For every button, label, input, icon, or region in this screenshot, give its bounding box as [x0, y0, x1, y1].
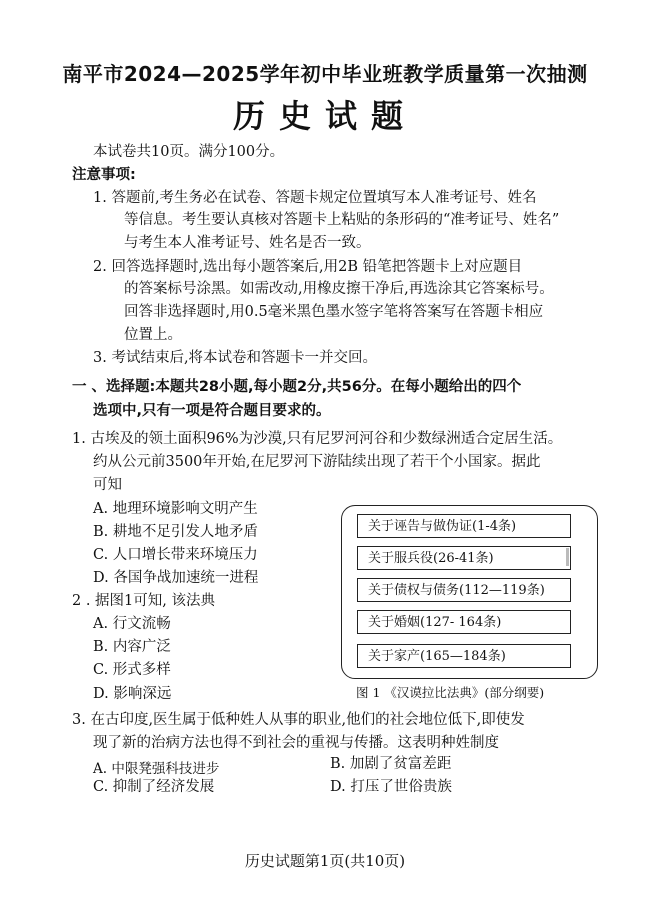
question-2-option-c[interactable]: C. 形式多样 [93, 662, 171, 678]
question-3-stem-line-2: 现了新的治病方法也得不到社会的重视与传播。这表明种姓制度 [93, 735, 499, 751]
question-3-option-c[interactable]: C. 抑制了经济发展 [93, 779, 215, 795]
note-1-line-3: 与考生本人准考证号、姓名是否一致。 [124, 235, 371, 251]
question-1-stem-line-2: 约从公元前3500年开始,在尼罗河下游陆续出现了若干个小国家。据此 [93, 454, 541, 470]
question-2-option-d[interactable]: D. 影响深远 [93, 686, 172, 702]
figure-1-item: 关于诬告与做伪证(1-4条) [357, 514, 571, 538]
figure-1-item: 关于服兵役(26-41条) [357, 546, 571, 570]
question-1-stem-line-3: 可知 [93, 477, 122, 493]
question-3-stem-line-1: 3. 在古印度,医生属于低种姓人从事的职业,他们的社会地位低下,即使发 [72, 712, 525, 728]
exam-title: 南平市2024—2025学年初中毕业班教学质量第一次抽测 [62, 62, 588, 86]
question-2-option-b[interactable]: B. 内容广泛 [93, 639, 171, 655]
question-3-option-b[interactable]: B. 加剧了贫富差距 [330, 756, 452, 772]
question-1-option-c[interactable]: C. 人口增长带来环境压力 [93, 547, 258, 563]
question-1-option-a[interactable]: A. 地理环境影响文明产生 [93, 501, 258, 517]
page-footer: 历史试题第1页(共10页) [244, 852, 406, 870]
section-1-instruction: 选项中,只有一项是符合题目要求的。 [93, 403, 331, 419]
figure-1-item: 关于婚姻(127- 164条) [357, 610, 571, 634]
note-2-line-4: 位置上。 [124, 327, 182, 343]
question-1-option-b[interactable]: B. 耕地不足引发人地矛盾 [93, 524, 258, 540]
note-3-line-1: 3. 考试结束后,将本试卷和答题卡一并交回。 [93, 350, 378, 366]
subject-title: 历史试题 [232, 97, 417, 135]
notes-heading: 注意事项: [72, 167, 136, 183]
scan-mark [566, 548, 569, 566]
figure-1-caption: 图 1 《汉谟拉比法典》(部分纲要) [356, 685, 545, 700]
question-3-option-a[interactable]: A. 中限凳强科技进步 [93, 761, 220, 777]
figure-1-item: 关于债权与债务(112—119条) [357, 578, 571, 602]
figure-1-item: 关于家产(165—184条) [357, 644, 571, 668]
question-2-option-a[interactable]: A. 行文流畅 [93, 616, 171, 632]
section-1-heading: 一 、选择题:本题共28小题,每小题2分,共56分。在每小题给出的四个 [72, 379, 522, 395]
note-1-line-1: 1. 答题前,考生务必在试卷、答题卡规定位置填写本人准考证号、姓名 [93, 190, 537, 206]
question-2-stem: 2 . 据图1可知, 该法典 [72, 593, 215, 609]
question-1-option-d[interactable]: D. 各国争战加速统一进程 [93, 570, 259, 586]
note-2-line-3: 回答非选择题时,用0.5毫米黑色墨水签字笔将答案写在答题卡相应 [124, 304, 544, 320]
question-3-option-d[interactable]: D. 打压了世俗贵族 [330, 779, 452, 795]
paper-intro: 本试卷共10页。满分100分。 [93, 144, 285, 160]
note-1-line-2: 等信息。考生要认真核对答题卡上粘贴的条形码的“准考证号、姓名” [124, 212, 560, 228]
note-2-line-1: 2. 回答选择题时,选出每小题答案后,用2B 铅笔把答题卡上对应题目 [93, 259, 523, 275]
note-2-line-2: 的答案标号涂黑。如需改动,用橡皮擦干净后,再选涂其它答案标号。 [124, 281, 554, 297]
question-1-stem-line-1: 1. 古埃及的领土面积96%为沙漠,只有尼罗河河谷和少数绿洲适合定居生活。 [72, 431, 563, 447]
